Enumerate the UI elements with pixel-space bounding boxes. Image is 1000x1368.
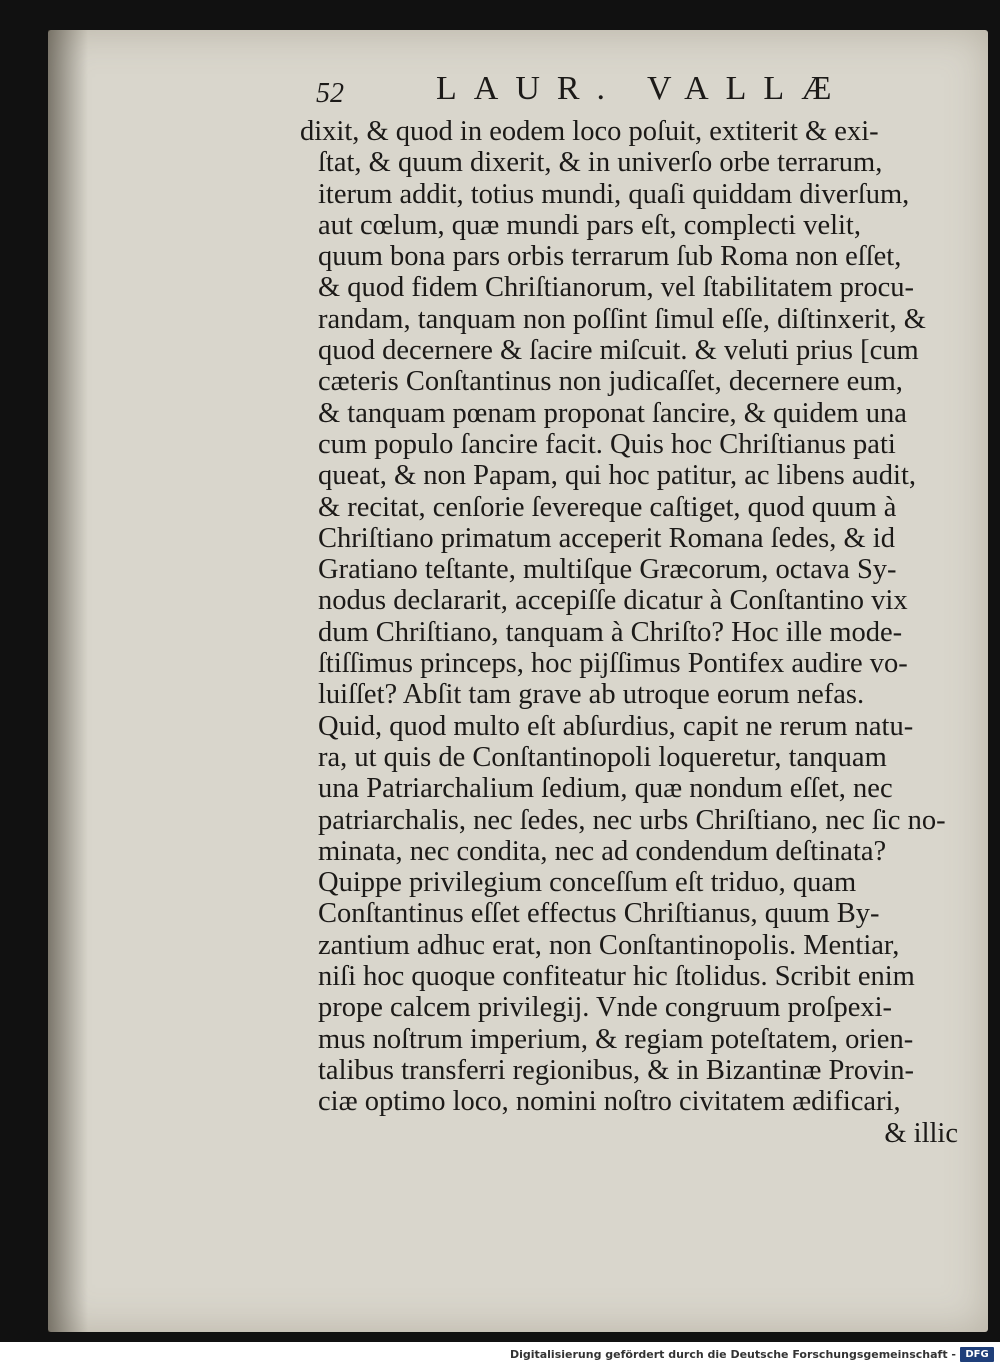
text-line: una Patriarchalium ſedium, quæ nondum eſſet, nec bbox=[318, 773, 893, 805]
text-line: ſtat, & quum dixerit, & in univerſo orbe terrarum, bbox=[318, 147, 883, 179]
text-line: ra, ut quis de Conſtantinopoli loqueretur, tanquam bbox=[318, 741, 887, 773]
text-line: Gratiano teſtante, multiſque Græcorum, octava Sy- bbox=[318, 554, 897, 586]
page-header bbox=[312, 70, 952, 114]
digitization-credit: Digitalisierung gefördert durch die Deutsche Forschungsgemeinschaft - bbox=[509, 1348, 956, 1361]
text-line: quum bona pars orbis terrarum ſub Roma non eſſet, bbox=[318, 241, 902, 273]
text-line: & quod fidem Chriſtianorum, vel ſtabilitatem procu- bbox=[318, 272, 914, 304]
body-text bbox=[300, 116, 960, 1149]
page-gutter-shadow bbox=[48, 30, 88, 1332]
text-line: nodus declararit, accepiſſe dicatur à Conſtantino vix bbox=[318, 585, 908, 617]
text-line: prope calcem privilegij. Vnde congruum proſpexi- bbox=[318, 992, 893, 1024]
text-line: Chriſtiano primatum acceperit Romana ſedes, & id bbox=[318, 522, 895, 554]
text-line: minata, nec condita, nec ad condendum deſtinata? bbox=[318, 835, 887, 867]
text-line: quod decernere & ſacire miſcuit. & veluti prius [cum bbox=[318, 335, 919, 367]
text-line: mus noſtrum imperium, & regiam poteſtatem, orien- bbox=[318, 1023, 914, 1055]
text-line: iterum addit, totius mundi, quaſi quiddam diverſum, bbox=[318, 178, 910, 210]
text-line: & recitat, cenſorie ſevereque caſtiget, quod quum à bbox=[318, 491, 897, 523]
text-line: talibus transferri regionibus, & in Bizantinæ Provin- bbox=[318, 1054, 915, 1086]
text-line: cæteris Conſtantinus non judicaſſet, decernere eum, bbox=[318, 366, 903, 398]
page-number: 52 bbox=[316, 78, 344, 109]
text-line: queat, & non Papam, qui hoc patitur, ac libens audit, bbox=[318, 460, 917, 492]
text-line: cum populo ſancire facit. Quis hoc Chriſtianus pati bbox=[318, 428, 896, 460]
text-line: & tanquam pœnam proponat ſancire, & quidem una bbox=[318, 397, 907, 429]
text-line: dixit, & quod in eodem loco poſuit, extiterit & exi- bbox=[300, 116, 879, 147]
dfg-logo: DFG bbox=[960, 1347, 994, 1362]
text-line: ſtiſſimus princeps, hoc pijſſimus Pontifex audire vo- bbox=[318, 648, 908, 680]
text-line: niſi hoc quoque confiteatur hic ſtolidus. Scribit enim bbox=[318, 961, 915, 993]
text-line: Quippe privilegium conceſſum eſt triduo, quam bbox=[318, 867, 857, 899]
text-line: luiſſet? Abſit tam grave ab utroque eorum nefas. bbox=[318, 679, 865, 711]
text-line: patriarchalis, nec ſedes, nec urbs Chriſtiano, nec ſic no- bbox=[318, 804, 946, 836]
text-line: dum Chriſtiano, tanquam à Chriſto? Hoc ille mode- bbox=[318, 616, 903, 648]
text-line: randam, tanquam non poſſint ſimul eſſe, diſtinxerit, & bbox=[318, 303, 926, 335]
running-title: LAUR. VALLÆ bbox=[436, 70, 849, 107]
text-line: ciæ optimo loco, nomini noſtro civitatem ædificari, bbox=[318, 1086, 901, 1118]
footer-bar bbox=[0, 1342, 1000, 1368]
text-line: aut cœlum, quæ mundi pars eſt, complecti velit, bbox=[318, 209, 861, 241]
text-line: Conſtantinus eſſet effectus Chriſtianus, quum By- bbox=[318, 898, 880, 930]
catchword: & illic bbox=[884, 1117, 958, 1149]
text-line: Quid, quod multo eſt abſurdius, capit ne rerum natu- bbox=[318, 710, 914, 742]
text-line: zantium adhuc erat, non Conſtantinopolis. Mentiar, bbox=[318, 929, 900, 961]
